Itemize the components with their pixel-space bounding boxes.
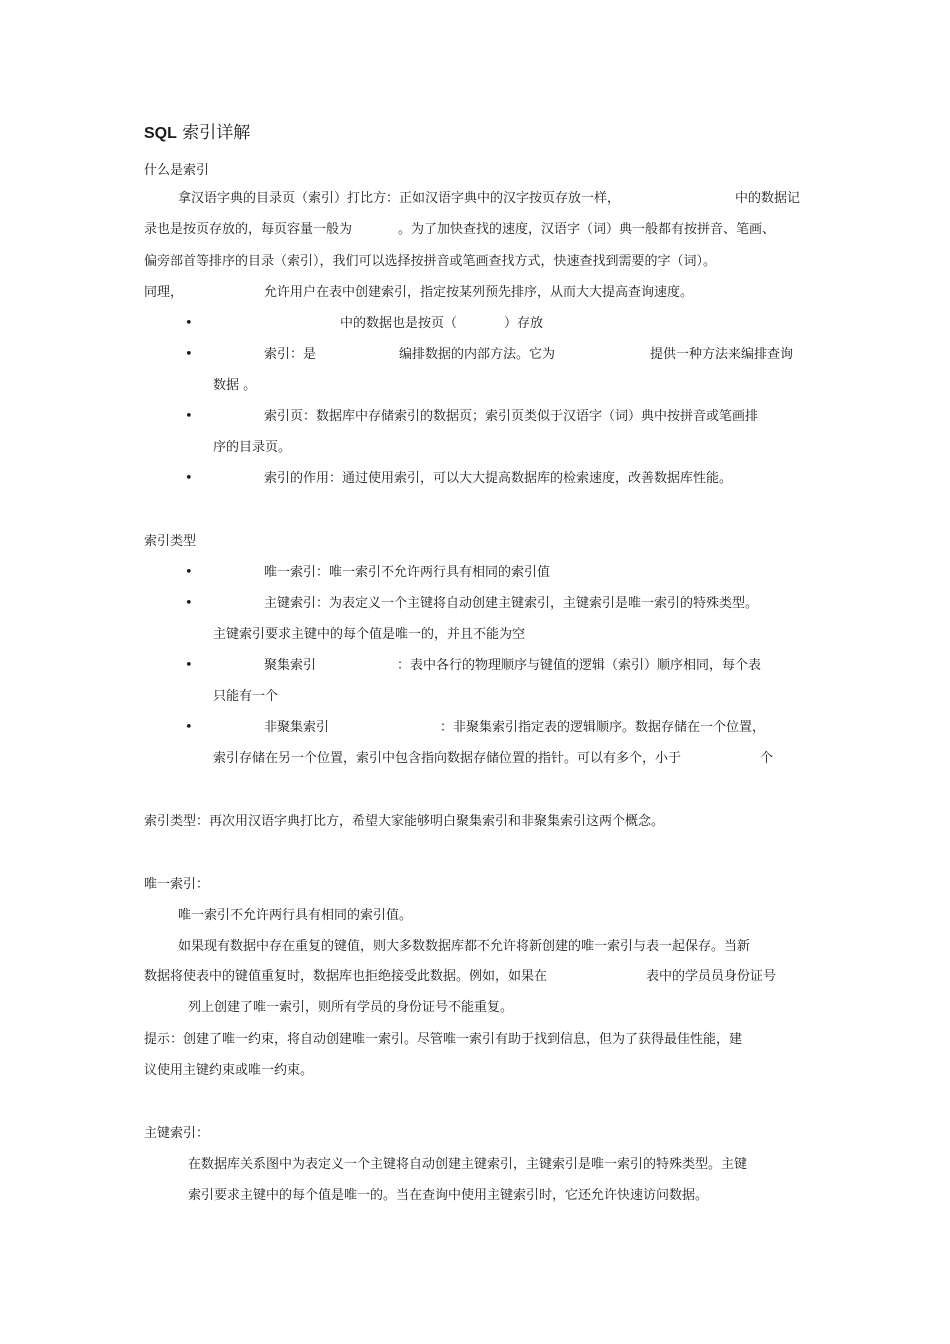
bullet-text: 只能有一个 <box>213 689 279 704</box>
bullet-text: ）存放 <box>504 316 544 331</box>
paragraph-line: 拿汉语字典的目录页（索引）打比方：正如汉语字典中的汉字按页存放一样， <box>178 191 621 206</box>
bullet-dot: • <box>185 720 193 735</box>
paragraph-line: 录也是按页存放的，每页容量一般为 <box>144 222 353 237</box>
bullet-text: 索引页：数据库中存储索引的数据页；索引页类似于汉语字（词）典中按拼音或笔画排 <box>264 409 759 424</box>
bullet-text: 索引：是 <box>264 347 317 362</box>
bullet-text: 主键索引：为表定义一个主键将自动创建主键索引，主键索引是唯一索引的特殊类型。 <box>264 596 759 611</box>
section-heading-unique-index: 唯一索引： <box>144 877 210 892</box>
section-heading-primary-key-index: 主键索引： <box>144 1126 210 1141</box>
bullet-dot: • <box>185 658 193 673</box>
paragraph-line: 表中的学员员身份证号 <box>646 969 777 984</box>
bullet-text: 提供一种方法来编排查询 <box>650 347 794 362</box>
paragraph-line: 唯一索引不允许两行具有相同的索引值。 <box>178 908 413 923</box>
bullet-text: 序的目录页。 <box>213 440 292 455</box>
paragraph-line: 索引类型：再次用汉语字典打比方，希望大家能够明白聚集索引和非聚集索引这两个概念。 <box>144 814 665 829</box>
paragraph-line: 在数据库关系图中为表定义一个主键将自动创建主键索引，主键索引是唯一索引的特殊类型。主键 <box>188 1157 748 1172</box>
paragraph-line: 同理， <box>144 285 184 300</box>
bullet-text: 索引的作用：通过使用索引，可以大大提高数据库的检索速度，改善数据库性能。 <box>264 471 733 486</box>
bullet-dot: • <box>185 409 193 424</box>
bullet-text: 主键索引要求主键中的每个值是唯一的，并且不能为空 <box>213 627 526 642</box>
paragraph-line: 允许用户在表中创建索引，指定按某列预先排序，从而大大提高查询速度。 <box>264 285 694 300</box>
bullet-dot: • <box>185 347 193 362</box>
title-rest: 索引详解 <box>182 123 251 143</box>
bullet-text: 中的数据也是按页（ <box>340 316 458 331</box>
paragraph-line: 索引要求主键中的每个值是唯一的。当在查询中使用主键索引时，它还允许快速访问数据。 <box>188 1188 709 1203</box>
section-heading-what-is-index: 什么是索引 <box>144 163 210 178</box>
bullet-text: ：表中各行的物理顺序与键值的逻辑（索引）顺序相同，每个表 <box>397 658 762 673</box>
bullet-text: 唯一索引：唯一索引不允许两行具有相同的索引值 <box>264 565 551 580</box>
paragraph-line: 中的数据记 <box>735 191 801 206</box>
paragraph-line: 议使用主键约束或唯一约束。 <box>144 1063 314 1078</box>
bullet-text: 编排数据的内部方法。它为 <box>399 347 556 362</box>
paragraph-line: 数据将使表中的键值重复时，数据库也拒绝接受此数据。例如，如果在 <box>144 969 548 984</box>
bullet-dot: • <box>185 565 193 580</box>
bullet-text: 聚集索引 <box>264 658 317 673</box>
bullet-text: 数据 。 <box>213 378 257 393</box>
title-sql: SQL <box>144 125 177 142</box>
paragraph-line: 偏旁部首等排序的目录（索引），我们可以选择按拼音或笔画查找方式，快速查找到需要的字（词）。 <box>144 254 717 269</box>
bullet-dot: • <box>185 471 193 486</box>
bullet-text: 索引存储在另一个位置，索引中包含指向数据存储位置的指针。可以有多个，小于 <box>213 751 682 766</box>
paragraph-line: 提示：创建了唯一约束，将自动创建唯一索引。尽管唯一索引有助于找到信息，但为了获得最佳性能，建 <box>144 1032 743 1047</box>
paragraph-line: 。为了加快查找的速度，汉语字（词）典一般都有按拼音、笔画、 <box>398 222 776 237</box>
paragraph-line: 列上创建了唯一索引，则所有学员的身份证号不能重复。 <box>188 1000 514 1015</box>
page-title <box>144 124 250 143</box>
section-heading-index-types: 索引类型 <box>144 534 197 549</box>
bullet-text: 非聚集索引 <box>264 720 330 735</box>
bullet-dot: • <box>185 596 193 611</box>
bullet-text: ：非聚集索引指定表的逻辑顺序。数据存储在一个位置， <box>440 720 766 735</box>
bullet-text: 个 <box>760 751 774 766</box>
bullet-dot: • <box>185 316 193 331</box>
paragraph-line: 如果现有数据中存在重复的键值，则大多数数据库都不允许将新创建的唯一索引与表一起保存。当新 <box>178 939 751 954</box>
